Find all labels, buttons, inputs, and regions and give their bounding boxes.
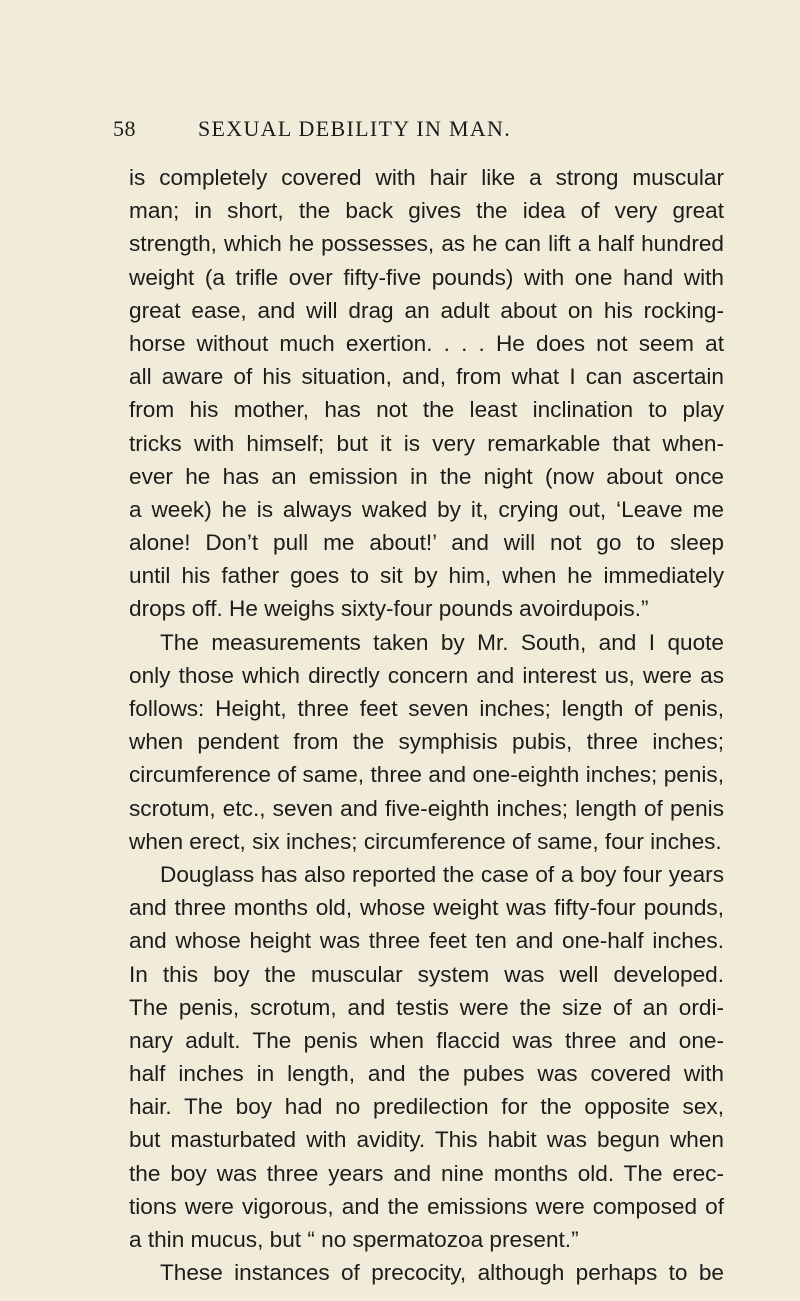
paragraph-first-line: Douglass has also reported the case of a boy four years: [160, 861, 724, 887]
text-line: tions were vigorous, and the emissions were composed of: [129, 1193, 724, 1219]
text-line: until his father goes to sit by him, when he immediately: [129, 563, 724, 589]
text-line: strength, which he possesses, as he can lift a half hundred: [129, 231, 724, 257]
text-line: man; in short, the back gives the idea of very great: [129, 198, 724, 224]
text-line: and whose height was three feet ten and one-half inches.: [129, 928, 724, 954]
text-line: is completely covered with hair like a strong muscular: [129, 165, 724, 190]
text-line: nary adult. The penis when flaccid was three and one-: [129, 1027, 724, 1053]
paragraph-first-line: These instances of precocity, although perhaps to be: [160, 1260, 724, 1286]
text-line: half inches in length, and the pubes was covered with: [129, 1061, 724, 1087]
body-text: [129, 161, 724, 1289]
text-line: when pendent from the symphisis pubis, three inches;: [129, 729, 724, 755]
text-line: weight (a trifle over fifty-five pounds) with one hand with: [129, 264, 724, 290]
paragraph-first-line: The measurements taken by Mr. South, and I quote: [160, 629, 724, 655]
text-line: all aware of his situation, and, from what I can ascertain: [129, 364, 724, 390]
text-line: only those which directly concern and interest us, were as: [129, 662, 724, 688]
page-number: 58: [113, 116, 136, 141]
text-line: a week) he is always waked by it, crying out, ‘Leave me: [129, 496, 724, 522]
text-line: the boy was three years and nine months old. The erec-: [129, 1160, 724, 1186]
text-line: great ease, and will drag an adult about on his rocking-: [129, 297, 724, 323]
text-line: but masturbated with avidity. This habit was begun when: [129, 1127, 724, 1153]
running-head: [113, 116, 713, 146]
text-line: circumference of same, three and one-eighth inches; penis,: [129, 762, 724, 788]
text-line: horse without much exertion. . . . He does not seem at: [129, 330, 724, 356]
text-line: a thin mucus, but “ no spermatozoa present.”: [129, 1227, 579, 1252]
text-line: and three months old, whose weight was fifty-four pounds,: [129, 895, 724, 921]
text-line: drops off. He weighs sixty-four pounds avoirdupois.”: [129, 596, 649, 622]
text-line: when erect, six inches; circumference of same, four inches.: [129, 828, 722, 854]
running-title: SEXUAL DEBILITY IN MAN.: [198, 116, 512, 141]
text-line: scrotum, etc., seven and five-eighth inches; length of penis: [129, 795, 724, 821]
text-line: hair. The boy had no predilection for the opposite sex,: [129, 1094, 724, 1120]
text-line: from his mother, has not the least inclination to play: [129, 397, 724, 423]
text-line: In this boy the muscular system was well developed.: [129, 961, 724, 987]
text-line: follows: Height, three feet seven inches; length of penis,: [129, 696, 724, 721]
text-line: ever he has an emission in the night (now about once: [129, 463, 724, 489]
text-line: alone! Don’t pull me about!’ and will not go to sleep: [129, 530, 724, 556]
text-line: The penis, scrotum, and testis were the size of an ordi-: [129, 994, 724, 1020]
text-line: tricks with himself; but it is very remarkable that when-: [129, 430, 724, 456]
